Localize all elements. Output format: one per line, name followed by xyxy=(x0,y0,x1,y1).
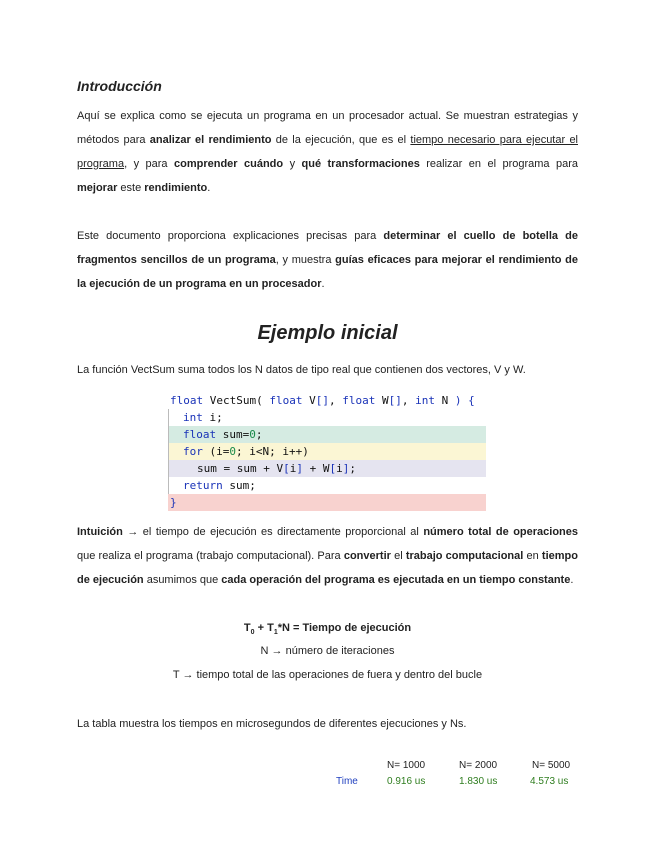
table-cell: 4.573 us xyxy=(530,776,569,787)
code-line-decl-sum: float sum=0; xyxy=(168,426,486,443)
underlined-text: tiempo necesario para ejecutar el programa xyxy=(77,134,578,170)
text: que realiza el programa (trabajo computacional). Para xyxy=(77,550,344,562)
emphasis: tiempo de ejecución xyxy=(77,550,578,586)
code-line-signature: float VectSum( float V[], float W[], int N ) { xyxy=(170,394,475,407)
text: realizar en el programa para xyxy=(419,158,578,170)
intuition-paragraph xyxy=(77,520,578,592)
text: . xyxy=(321,278,325,290)
emphasis: cada operación del programa es ejecutada en un tiempo constante xyxy=(221,574,571,586)
subscript: 0 xyxy=(250,629,255,637)
text: , y muestra xyxy=(275,254,336,266)
emphasis: comprender cuándo xyxy=(173,158,284,170)
formula-t: T → tiempo total de las operaciones de fuera y dentro del bucle xyxy=(172,669,483,681)
emphasis: Intuición xyxy=(77,526,123,538)
table-cell: 0.916 us xyxy=(387,776,426,787)
emphasis: trabajo computacional xyxy=(405,550,524,562)
code-line-sum: sum = sum + V[i] + W[i]; xyxy=(168,460,486,477)
text: y xyxy=(283,158,302,170)
emphasis: número total de operaciones xyxy=(423,526,578,538)
table-header: N= 2000 xyxy=(459,760,498,771)
emphasis: analizar el rendimiento xyxy=(149,134,272,146)
table-intro: La tabla muestra los tiempos en microsegundos de diferentes ejecuciones y Ns. xyxy=(77,718,467,730)
formula-text: *N = Tiempo de ejecución xyxy=(277,622,412,634)
table-cell: 1.830 us xyxy=(459,776,498,787)
emphasis: rendimiento xyxy=(144,182,208,194)
emphasis: determinar el cuello de botella de fragmentos sencillos de un programa xyxy=(77,230,578,266)
code-line-decl-i: int i; xyxy=(168,409,486,426)
intro-paragraph-1 xyxy=(77,104,578,200)
code-block xyxy=(168,392,486,511)
formula-text: T xyxy=(243,622,251,634)
text: . xyxy=(570,574,574,586)
code-line-return: return sum; xyxy=(168,477,486,494)
text: el xyxy=(390,550,406,562)
table-header: N= 5000 xyxy=(532,760,571,771)
example-title: Ejemplo inicial xyxy=(257,322,398,344)
text: asumimos que xyxy=(143,574,222,586)
text: este xyxy=(117,182,145,194)
code-line-for: for (i=0; i<N; i++) xyxy=(168,443,486,460)
emphasis: convertir xyxy=(343,550,391,562)
intro-heading: Introducción xyxy=(77,78,162,94)
text: , y para xyxy=(124,158,174,170)
text: Aquí se explica como se ejecuta un programa en un procesador actual. Se muestran estrategias y métodos para xyxy=(77,110,578,146)
intro-paragraph-2 xyxy=(77,224,578,296)
code-line-close: } xyxy=(168,494,486,511)
emphasis: mejorar xyxy=(77,182,118,194)
text: en xyxy=(523,550,542,562)
table-row-label: Time xyxy=(336,776,358,787)
text: Este documento proporciona explicaciones precisas para xyxy=(77,230,384,242)
text: → el tiempo de ejecución es directamente proporcional al xyxy=(122,526,424,538)
emphasis: guías eficaces para mejorar el rendimiento de la ejecución de un programa en un procesador xyxy=(77,254,578,290)
formula-main xyxy=(0,622,655,636)
emphasis: qué transformaciones xyxy=(301,158,420,170)
text: de la ejecución, que es el xyxy=(271,134,411,146)
example-description: La función VectSum suma todos los N datos de tipo real que contienen dos vectores, V y W. xyxy=(77,364,526,376)
formula-text: + T xyxy=(254,622,274,634)
text: . xyxy=(207,182,211,194)
subscript: 1 xyxy=(273,629,278,637)
formula-n: N → número de iteraciones xyxy=(260,645,395,657)
table-header: N= 1000 xyxy=(387,760,426,771)
